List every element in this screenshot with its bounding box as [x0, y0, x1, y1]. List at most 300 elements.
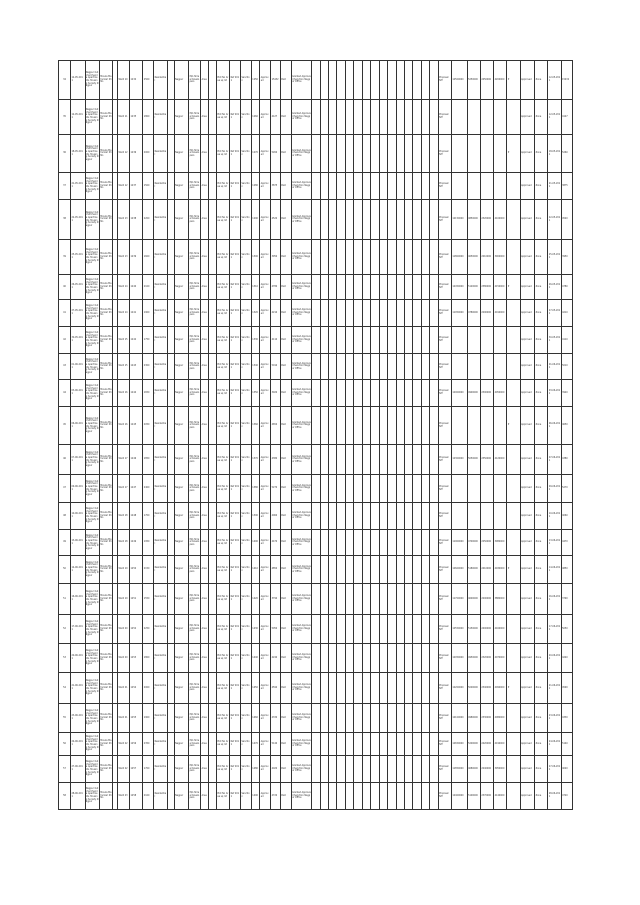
table-cell: Plot No Area sq mt [216, 327, 229, 354]
table-cell: Nagpur [174, 673, 188, 704]
table-cell: Sanction [241, 354, 252, 380]
table-cell: M/s Shree Developers [189, 173, 201, 200]
table-cell: Proposal NIT [438, 380, 451, 407]
table-cell: Area [201, 503, 208, 530]
table-cell: 15432 [561, 61, 572, 100]
table-cell: Residential [154, 327, 167, 354]
table-cell: Proposal NIT [438, 300, 451, 327]
table-cell [337, 530, 345, 556]
table-cell: Plot No Area sq mt [216, 200, 229, 240]
table-cell: 4720 [561, 783, 572, 810]
table-cell: 4180000 [494, 556, 507, 584]
table-cell [430, 327, 438, 354]
table-cell: Plot No Area sq mt [216, 673, 229, 704]
table-cell [421, 503, 429, 530]
table-cell [167, 100, 174, 135]
table-cell [362, 100, 370, 135]
table-cell [371, 173, 379, 200]
table-cell [208, 644, 216, 673]
table-cell: 11850000 [452, 756, 468, 783]
table-cell [320, 556, 328, 584]
table-cell: 57 [59, 756, 71, 783]
table-cell: Paid [280, 173, 291, 200]
table-cell [421, 445, 429, 475]
table-cell: Area [201, 584, 208, 615]
table-cell: 4020 [271, 756, 281, 783]
table-cell: 1240 [130, 275, 143, 300]
table-cell: 4020 [561, 756, 572, 783]
table-cell [404, 584, 412, 615]
table-cell [329, 445, 337, 475]
table-cell: Paid [280, 783, 291, 810]
table-cell: 4650 [561, 407, 572, 445]
table-cell: Ward 12 [118, 135, 130, 173]
table-cell: Paid [280, 61, 291, 100]
table-cell: 21-06-2011 [548, 673, 561, 704]
table-cell [167, 704, 174, 733]
table-cell [396, 240, 404, 275]
table-cell [396, 756, 404, 783]
table-cell [320, 673, 328, 704]
table-cell: M/s Shree Developers [189, 61, 201, 100]
table-cell: Approved [260, 327, 271, 354]
table-cell: 4850 [271, 556, 281, 584]
table-cell: Mouza Mahurzari Kh No [100, 530, 113, 556]
table-cell: 12000000 [452, 380, 468, 407]
table-cell: M/s Shree Developers [189, 556, 201, 584]
table-cell [337, 173, 345, 200]
table-cell: 1238 [130, 200, 143, 240]
table-cell: Approved [260, 733, 271, 756]
table-cell: Ward 13 [118, 240, 130, 275]
table-cell: Sanction [241, 475, 252, 503]
table-cell: 1250 [251, 61, 259, 100]
table-cell: Approved [260, 615, 271, 644]
table-cell [167, 673, 174, 704]
table-cell [345, 275, 353, 300]
table-cell: Zone [535, 240, 548, 275]
table-cell [396, 380, 404, 407]
table-cell [413, 240, 421, 275]
table-cell [337, 300, 345, 327]
table-cell: 23-06-2011 [71, 704, 85, 733]
table-cell: 37 [59, 173, 71, 200]
table-cell: 2380000 [480, 275, 493, 300]
table-cell: 12500000 [452, 61, 468, 100]
table-cell [329, 733, 337, 756]
table-cell [388, 704, 396, 733]
table-cell [345, 173, 353, 200]
table-cell: Sanction [241, 61, 252, 100]
table-cell [396, 704, 404, 733]
table-cell [371, 380, 379, 407]
table-cell: 4330 [561, 704, 572, 733]
table-cell: 16-06-2011 [71, 584, 85, 615]
table-cell: 1242 [130, 327, 143, 354]
table-cell [208, 380, 216, 407]
table-cell [167, 200, 174, 240]
table-cell: 3950 [271, 240, 281, 275]
table-cell: 1310 [251, 275, 259, 300]
table-cell: Granted Approved Sanction Nagpur Office [291, 100, 312, 135]
table-cell: M/s Shree Developers [189, 475, 201, 503]
table-cell: Area [201, 354, 208, 380]
table-cell [421, 615, 429, 644]
table-cell: Zone [535, 61, 548, 100]
table-cell [208, 673, 216, 704]
table-cell [320, 100, 328, 135]
table-cell: Plot No Area sq mt [216, 275, 229, 300]
table-cell: Residential [154, 200, 167, 240]
table-cell [345, 407, 353, 445]
table-cell: M/s Shree Developers [189, 327, 201, 354]
table-cell [379, 445, 387, 475]
table-cell: 12400000 [452, 783, 468, 810]
table-cell: Zone [535, 173, 548, 200]
table-cell [388, 475, 396, 503]
table-cell: Nagpur [174, 584, 188, 615]
table-cell: Nagpur Kutcha Khande Apartments Housing Society Nagpur [85, 644, 99, 673]
table-cell: Plot No Area sq mt [216, 61, 229, 100]
table-cell: M/s Shree Developers [189, 300, 201, 327]
table-cell [413, 445, 421, 475]
table-cell: 5270 [271, 475, 281, 503]
table-cell: Sanction [241, 530, 252, 556]
table-cell [312, 354, 320, 380]
table-cell [312, 783, 320, 810]
table-cell [371, 354, 379, 380]
table-cell: Zone [535, 135, 548, 173]
table-cell: Zone [535, 327, 548, 354]
table-cell [208, 173, 216, 200]
table-cell [413, 173, 421, 200]
table-cell [421, 275, 429, 300]
table-cell: Residential [154, 503, 167, 530]
table-cell [354, 327, 362, 354]
table-cell [404, 300, 412, 327]
table-cell: 4780000 [467, 300, 480, 327]
table-cell: 27-05-2011 [548, 300, 561, 327]
table-cell [208, 300, 216, 327]
table-cell: Nagpur Kutcha Khande Apartments Housing Society Nagpur [85, 756, 99, 783]
table-cell [337, 503, 345, 530]
table-cell [413, 704, 421, 733]
table-cell [167, 300, 174, 327]
table-row [59, 173, 573, 200]
table-cell [421, 673, 429, 704]
table-cell: Plot No Area sq mt [216, 100, 229, 135]
table-cell: 50 [59, 556, 71, 584]
table-cell: 2340000 [480, 673, 493, 704]
table-cell [396, 475, 404, 503]
table-cell [467, 503, 480, 530]
table-cell: Mouza Mahurzari Kh No [100, 445, 113, 475]
table-cell: Area [201, 327, 208, 354]
table-cell: Sanction [241, 556, 252, 584]
table-cell: 1400 [251, 530, 259, 556]
table-cell: Ref 2011 [230, 644, 241, 673]
table-cell [480, 173, 493, 200]
table-cell: 3950000 [494, 756, 507, 783]
table-cell: 1250 [130, 556, 143, 584]
table-cell: 1470 [251, 733, 259, 756]
table-cell [371, 275, 379, 300]
table-cell: Mouza Mahurzari Kh No [100, 615, 113, 644]
table-cell [404, 673, 412, 704]
table-cell: M/s Shree Developers [189, 240, 201, 275]
table-cell [337, 756, 345, 783]
table-cell [507, 100, 520, 135]
table-cell: M/s Shree Developers [189, 644, 201, 673]
table-cell: Sanction [241, 173, 252, 200]
table-cell: Residential [154, 135, 167, 173]
table-cell: Nagpur Kutcha Khande Apartments Housing Society Nagpur [85, 380, 99, 407]
table-cell [362, 445, 370, 475]
table-cell: 2100 [143, 275, 154, 300]
table-cell [337, 275, 345, 300]
table-cell: Nagpur Kutcha Khande Apartments Housing Society Nagpur [85, 556, 99, 584]
table-cell [329, 644, 337, 673]
table-cell [337, 445, 345, 475]
table-cell: Zone [535, 615, 548, 644]
table-cell [388, 615, 396, 644]
table-cell: Ward 14 [118, 275, 130, 300]
table-cell [329, 783, 337, 810]
table-cell: Proposal NIT [438, 783, 451, 810]
table-cell [345, 556, 353, 584]
table-cell [329, 673, 337, 704]
table-cell: 2400 [143, 475, 154, 503]
table-cell: Zone [535, 275, 548, 300]
table-cell [320, 475, 328, 503]
table-cell [388, 644, 396, 673]
table-cell: Approved [260, 644, 271, 673]
table-cell [371, 327, 379, 354]
table-cell: Nagpur [174, 783, 188, 810]
table-cell: Granted Approved Sanction Nagpur Office [291, 783, 312, 810]
table-cell [337, 327, 345, 354]
table-cell: Area [201, 615, 208, 644]
table-cell [320, 530, 328, 556]
table-cell [430, 584, 438, 615]
table-cell [396, 100, 404, 135]
table-cell: Residential [154, 530, 167, 556]
table-cell [379, 354, 387, 380]
table-cell [345, 300, 353, 327]
table-cell [404, 200, 412, 240]
table-cell [413, 733, 421, 756]
table-cell: Mouza Mahurzari Kh No [100, 704, 113, 733]
table-cell: Nagpur [174, 173, 188, 200]
table-cell: Approved [520, 644, 534, 673]
table-cell: Area [201, 733, 208, 756]
table-cell: 39 [59, 240, 71, 275]
table-cell [388, 584, 396, 615]
table-cell: 24-06-2011 [71, 733, 85, 756]
table-cell [362, 240, 370, 275]
table-cell [379, 300, 387, 327]
table-cell: 2320000 [480, 644, 493, 673]
table-cell [345, 135, 353, 173]
table-cell [467, 354, 480, 380]
table-cell: Granted Approved Sanction Nagpur Office [291, 380, 312, 407]
table-cell [452, 327, 468, 354]
table-cell [329, 503, 337, 530]
table-cell [208, 135, 216, 173]
table-cell: Residential [154, 380, 167, 407]
table-cell: Zone [535, 475, 548, 503]
table-cell [362, 556, 370, 584]
table-cell: Paid [280, 445, 291, 475]
table-cell: Approved [520, 200, 534, 240]
table-cell: 18-05-2011 [548, 135, 561, 173]
table-cell [421, 556, 429, 584]
table-cell [312, 135, 320, 173]
table-cell: Paid [280, 556, 291, 584]
table-cell: Nagpur Kutcha Khande Apartments Housing Society Nagpur [85, 615, 99, 644]
table-cell: Plot No Area sq mt [216, 475, 229, 503]
table-cell: Ward 21 [118, 673, 130, 704]
table-cell: Ref 2011 [230, 61, 241, 100]
table-cell: 5200000 [467, 733, 480, 756]
table-row [59, 300, 573, 327]
table-cell [345, 61, 353, 100]
register-sheet [58, 60, 573, 838]
table-cell: 1410 [251, 556, 259, 584]
table-cell: 4210 [561, 300, 572, 327]
table-cell: 5250000 [467, 61, 480, 100]
table-cell [329, 556, 337, 584]
table-cell [329, 327, 337, 354]
table-cell: 2300000 [480, 380, 493, 407]
table-cell: Nagpur Kutcha Khande Apartments Housing Society Nagpur [85, 530, 99, 556]
table-cell: Plot No Area sq mt [216, 300, 229, 327]
table-cell: Approved [260, 135, 271, 173]
table-cell: Ref 2011 [230, 200, 241, 240]
table-cell: 46 [59, 445, 71, 475]
table-cell [396, 200, 404, 240]
table-cell: Nagpur Kutcha Khande Apartments Housing Society Nagpur [85, 173, 99, 200]
table-cell: 53 [59, 644, 71, 673]
register-body [59, 61, 573, 810]
table-cell: Paid [280, 704, 291, 733]
table-cell: M/s Shree Developers [189, 200, 201, 240]
table-cell: Approved [520, 240, 534, 275]
table-cell: 1235 [130, 100, 143, 135]
table-cell: Ward 10 [118, 61, 130, 100]
table-cell: Area [201, 240, 208, 275]
table-cell: 1257 [130, 756, 143, 783]
table-cell: 5120000 [467, 275, 480, 300]
table-cell [388, 380, 396, 407]
table-cell [329, 407, 337, 445]
table-row [59, 354, 573, 380]
table-cell: Nagpur Kutcha Khande Apartments Housing Society Nagpur [85, 327, 99, 354]
table-cell [379, 673, 387, 704]
table-cell: 1480 [251, 756, 259, 783]
table-cell [337, 61, 345, 100]
table-cell [329, 240, 337, 275]
table-cell [396, 300, 404, 327]
table-cell: Mouza Mahurzari Kh No [100, 275, 113, 300]
table-cell: Nagpur [174, 200, 188, 240]
table-cell [507, 584, 520, 615]
table-cell [345, 733, 353, 756]
table-row [59, 327, 573, 354]
table-cell: 1256 [130, 733, 143, 756]
table-cell [337, 380, 345, 407]
table-cell: 1258 [130, 783, 143, 810]
table-cell [507, 380, 520, 407]
table-cell [329, 200, 337, 240]
table-cell: Ref 2011 [230, 240, 241, 275]
table-cell: 2450000 [480, 61, 493, 100]
table-cell [345, 503, 353, 530]
table-cell: Paid [280, 240, 291, 275]
table-cell [329, 584, 337, 615]
table-cell: Proposal NIT [438, 673, 451, 704]
table-cell [388, 733, 396, 756]
table-cell [404, 61, 412, 100]
table-cell: Ward 19 [118, 556, 130, 584]
table-cell: Granted Approved Sanction Nagpur Office [291, 61, 312, 100]
table-cell [371, 584, 379, 615]
table-cell [208, 584, 216, 615]
table-cell [345, 445, 353, 475]
table-cell [320, 135, 328, 173]
table-cell: 4850 [561, 556, 572, 584]
table-cell: 2500 [143, 61, 154, 100]
table-cell: Nagpur [174, 556, 188, 584]
table-cell: 20-06-2011 [548, 644, 561, 673]
table-row [59, 584, 573, 615]
table-cell [404, 704, 412, 733]
table-cell: Mouza Mahurzari Kh No [100, 783, 113, 810]
table-cell [371, 673, 379, 704]
table-cell: M/s Shree Developers [189, 354, 201, 380]
table-cell: 40 [59, 275, 71, 300]
table-cell [320, 584, 328, 615]
table-cell [312, 240, 320, 275]
table-cell: 4060 [561, 503, 572, 530]
table-cell: Nagpur [174, 354, 188, 380]
table-cell: Approved [520, 407, 534, 445]
table-cell: 12-05-2011 [71, 100, 85, 135]
table-cell: Granted Approved Sanction Nagpur Office [291, 530, 312, 556]
table-cell: 1360 [251, 407, 259, 445]
table-cell: 1330 [251, 327, 259, 354]
table-cell: 54 [59, 673, 71, 704]
table-cell: Area [201, 380, 208, 407]
table-cell: Mouza Mahurzari Kh No [100, 407, 113, 445]
table-cell: Approved [520, 673, 534, 704]
table-cell: 1800 [143, 100, 154, 135]
table-row [59, 530, 573, 556]
table-cell: Ward 16 [118, 407, 130, 445]
table-cell: 12100000 [452, 704, 468, 733]
table-cell [430, 704, 438, 733]
table-cell: Proposal NIT [438, 173, 451, 200]
table-cell: Ref 2011 [230, 733, 241, 756]
table-cell: 13-06-2011 [548, 530, 561, 556]
table-cell: 51 [59, 584, 71, 615]
table-cell: Proposal NIT [438, 135, 451, 173]
table-cell: Ref 2011 [230, 300, 241, 327]
table-cell [354, 407, 362, 445]
table-cell [379, 503, 387, 530]
table-cell: Mouza Mahurzari Kh No [100, 100, 113, 135]
table-cell: Area [201, 173, 208, 200]
